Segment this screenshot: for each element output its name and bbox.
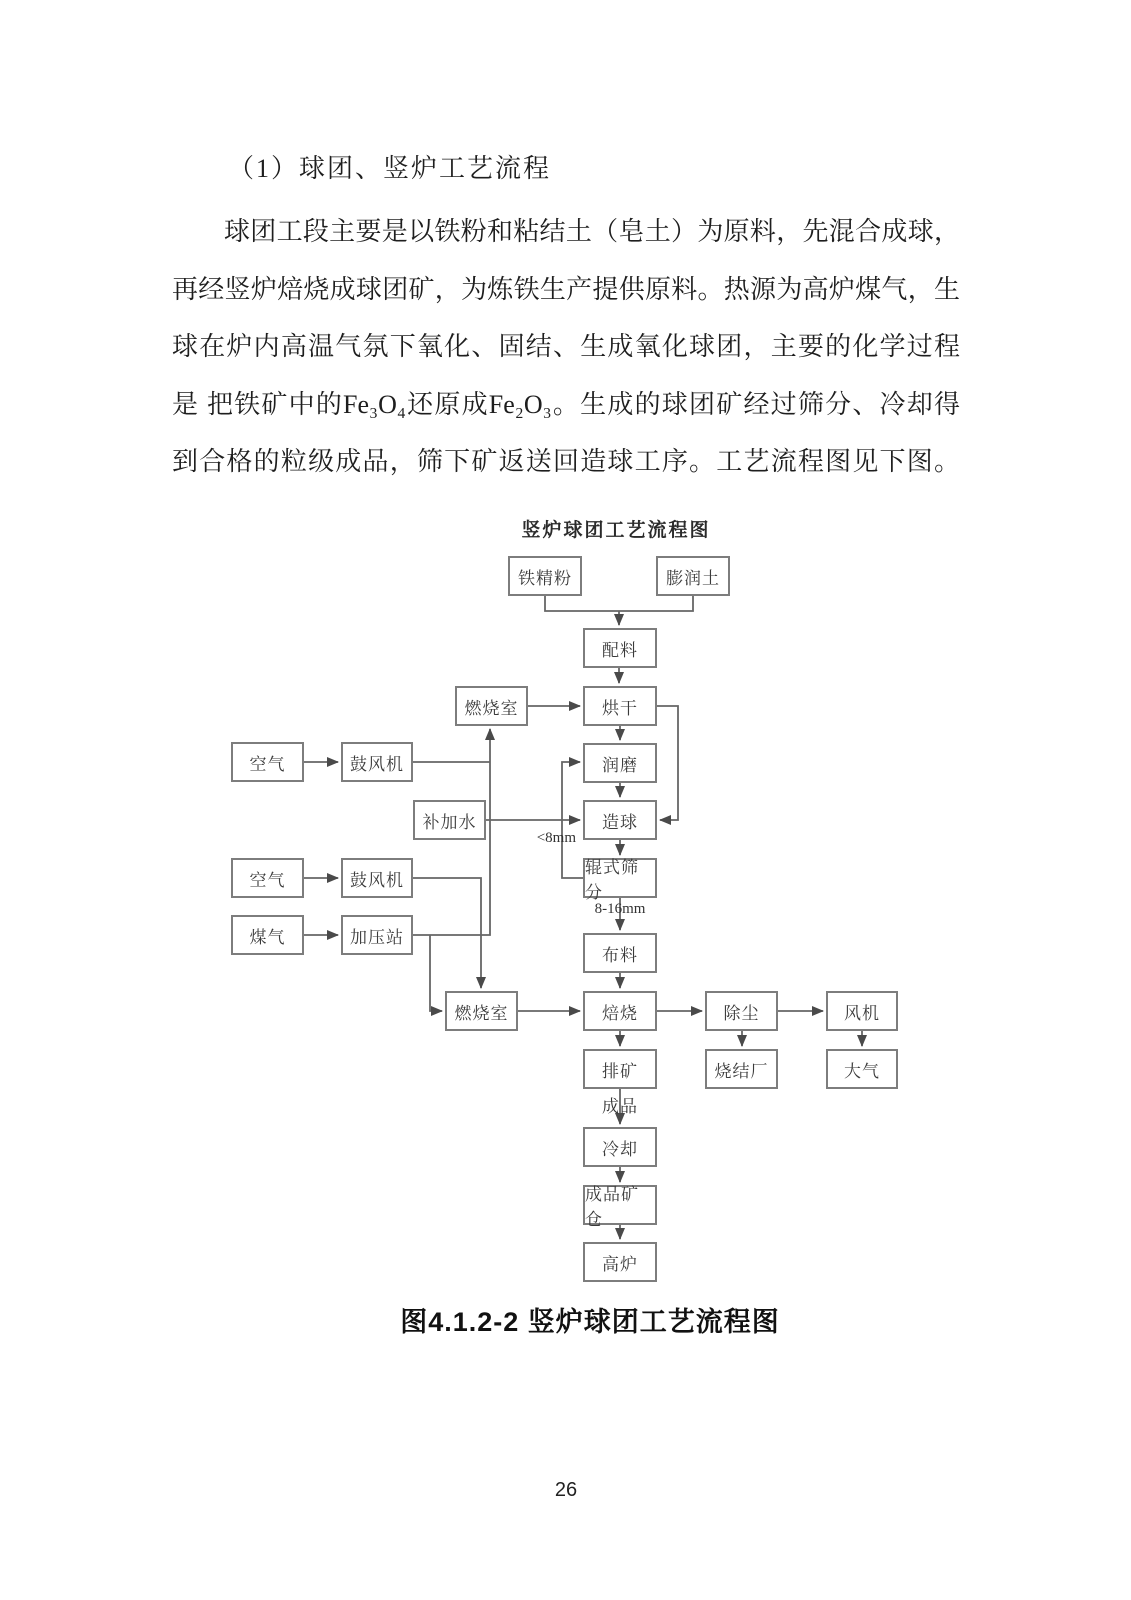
node-coal-gas: 煤气 — [231, 915, 304, 955]
node-distributing: 布料 — [583, 933, 657, 973]
edge-label-product: 成品 — [602, 1097, 638, 1116]
edge-label-size-range: 8-16mm — [594, 901, 646, 917]
node-dedusting: 除尘 — [705, 991, 778, 1031]
edge-label-undersize: <8mm — [536, 830, 576, 846]
page-number: 26 — [554, 1479, 578, 1501]
node-wet-grinding: 润磨 — [583, 743, 657, 783]
node-fan: 风机 — [826, 991, 898, 1031]
node-cooling: 冷却 — [583, 1127, 657, 1167]
paragraph-line: 再经竖炉焙烧成球团矿，为炼铁生产提供原料。热源为高炉煤气，生 — [172, 275, 960, 304]
node-roasting: 焙烧 — [583, 991, 657, 1031]
node-blower-2: 鼓风机 — [341, 858, 413, 898]
node-pressurizing-station: 加压站 — [341, 915, 413, 955]
paragraph-line: 到合格的粒级成品，筛下矿返送回造球工序。工艺流程图见下图。 — [172, 447, 960, 476]
flowchart-title: 竖炉球团工艺流程图 — [521, 520, 711, 541]
node-drying: 烘干 — [583, 686, 657, 726]
node-roller-screening: 辊式筛分 — [583, 858, 657, 898]
node-product-ore-bin: 成品矿仓 — [583, 1185, 657, 1225]
node-bentonite: 膨润土 — [656, 556, 730, 596]
section-heading: （1）球团、竖炉工艺流程 — [228, 154, 552, 183]
node-combustion-chamber-1: 燃烧室 — [455, 686, 528, 726]
node-iron-concentrate: 铁精粉 — [508, 556, 582, 596]
node-air-2: 空气 — [231, 858, 304, 898]
node-combustion-chamber-2: 燃烧室 — [445, 991, 518, 1031]
paragraph-line: 球在炉内高温气氛下氧化、固结、生成氧化球团，主要的化学过程 — [172, 332, 960, 361]
node-ore-discharge: 排矿 — [583, 1049, 657, 1089]
node-batching: 配料 — [583, 628, 657, 668]
edge-gufengji2-ranshaoshi2 — [413, 878, 481, 988]
edge-honggan-zaoqiu — [657, 706, 678, 820]
edge-jiayazhan-ranshaoshi2 — [430, 935, 442, 1011]
edge-sources-merge — [545, 596, 693, 611]
node-atmosphere: 大气 — [826, 1049, 898, 1089]
paragraph-line: 是 把铁矿中的Fe₃O₄还原成Fe₂O₃。生成的球团矿经过筛分、冷却得 — [172, 390, 960, 419]
figure-caption: 图4.1.2-2 竖炉球团工艺流程图 — [400, 1307, 780, 1337]
node-blast-furnace: 高炉 — [583, 1242, 657, 1282]
node-sintering-plant: 烧结厂 — [705, 1049, 778, 1089]
paragraph-line: 球团工段主要是以铁粉和粘结土（皂土）为原料，先混合成球， — [224, 217, 960, 246]
node-balling: 造球 — [583, 800, 657, 840]
node-makeup-water: 补加水 — [413, 800, 486, 840]
node-blower-1: 鼓风机 — [341, 742, 413, 782]
node-air-1: 空气 — [231, 742, 304, 782]
